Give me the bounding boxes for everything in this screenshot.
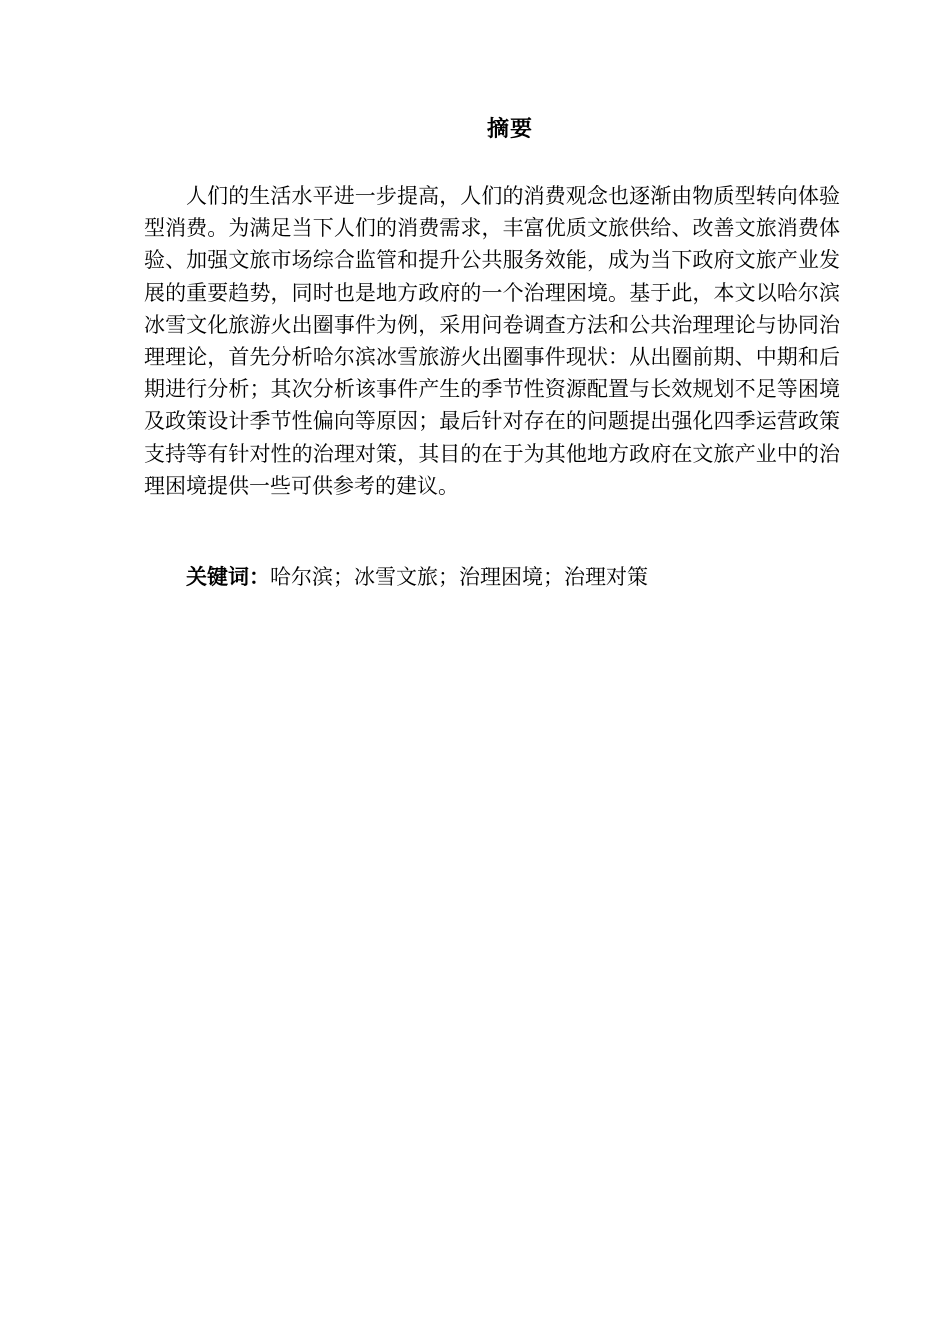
keywords-line — [186, 561, 846, 593]
keywords-label: 关键词： — [186, 565, 270, 589]
keywords-list: 哈尔滨；冰雪文旅；治理困境；治理对策 — [270, 565, 648, 589]
abstract-body: 人们的生活水平进一步提高，人们的消费观念也逐渐由物质型转向体验型消费。为满足当下人们的消费需求，丰富优质文旅供给、改善文旅消费体验、加强文旅市场综合监管和提升公共服务效能，成为当下政府文旅产业发展的重要趋势，同时也是地方政府的一个治理困境。基于此，本文以哈尔滨冰雪文化旅游火出圈事件为例，采用问卷调查方法和公共治理理论与协同治理理论，首先分析哈尔滨冰雪旅游火出圈事件现状：从出圈前期、中期和后期进行分析；其次分析该事件产生的季节性资源配置与长效规划不足等困境及政策设计季节性偏向等原因；最后针对存在的问题提出强化四季运营政策支持等有针对性的治理对策，其目的在于为其他地方政府在文旅产业中的治理困境提供一些可供参考的建议。 — [144, 184, 840, 498]
abstract-title: 摘要 — [486, 117, 533, 142]
